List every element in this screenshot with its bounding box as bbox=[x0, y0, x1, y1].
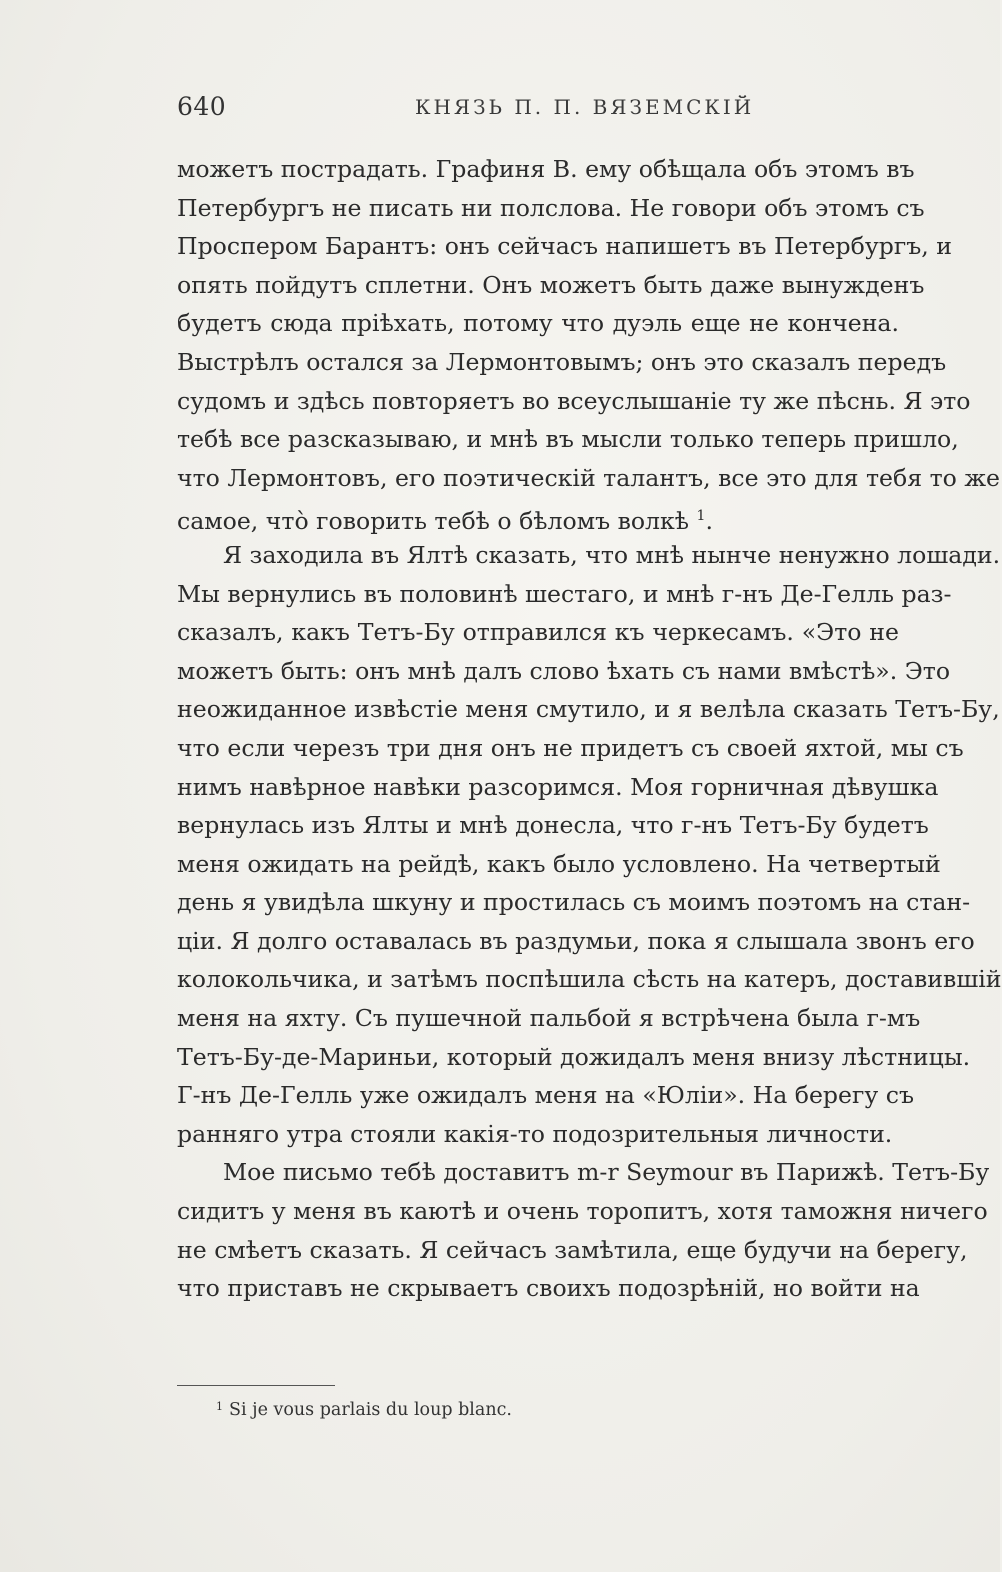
text-line: что Лермонтовъ, его поэтическій талантъ, все это для тебя то же bbox=[177, 463, 1001, 492]
text-line: что если черезъ три дня онъ не придетъ съ своей яхтой, мы съ bbox=[177, 733, 964, 762]
footnote-text: Si je vous parlais du loup blanc. bbox=[229, 1400, 512, 1420]
text-line: что приставъ не скрываетъ своихъ подозрѣній, но войти на bbox=[177, 1274, 920, 1303]
text-line: меня на яхту. Съ пушечной пальбой я встрѣчена была г-мъ bbox=[177, 1004, 921, 1033]
text-line: колокольчика, и затѣмъ поспѣшила сѣсть на катеръ, доставившій bbox=[177, 965, 1002, 994]
text-line: Мы вернулись въ половинѣ шестаго, и мнѣ г-нъ Де-Гелль раз- bbox=[177, 579, 952, 608]
text-fragment: самое, что̀ говорить тебѣ о бѣломъ волкѣ bbox=[177, 507, 690, 536]
sentence-end: . bbox=[705, 507, 713, 536]
paragraph-1 bbox=[177, 150, 1001, 536]
text-line: Мое письмо тебѣ доставитъ m-r Seymour въ Парижѣ. Тетъ-Бу bbox=[223, 1158, 990, 1187]
text-line: меня ожидать на рейдѣ, какъ было условлено. На четвертый bbox=[177, 849, 941, 878]
text-line: Я заходила въ Ялтѣ сказать, что мнѣ нынче ненужно лошади. bbox=[223, 540, 1001, 569]
text-line: не смѣетъ сказать. Я сейчасъ замѣтила, еще будучи на берегу, bbox=[177, 1235, 968, 1264]
paragraph-3 bbox=[177, 1153, 990, 1307]
text-line: Проспером Барантъ: онъ сейчасъ напишетъ въ Петербургъ, и bbox=[177, 232, 952, 261]
footnote-divider bbox=[177, 1385, 335, 1386]
text-line-last bbox=[177, 497, 899, 536]
paragraph-2 bbox=[177, 536, 1002, 1154]
text-line: будетъ сюда пріѣхать, потому что дуэль еще не кончена. bbox=[177, 309, 899, 338]
text-line: можетъ быть: онъ мнѣ далъ слово ѣхать съ нами вмѣстѣ». Это bbox=[177, 656, 951, 685]
running-head: КНЯЗЬ П. П. ВЯЗЕМСКІЙ bbox=[415, 95, 755, 119]
page-number: 640 bbox=[177, 92, 227, 121]
text-line: судомъ и здѣсь повторяетъ во всеуслышаніе ту же пѣснь. Я это bbox=[177, 386, 971, 415]
footnote bbox=[216, 1400, 512, 1420]
text-line: опять пойдутъ сплетни. Онъ можетъ быть даже вынужденъ bbox=[177, 270, 925, 299]
text-line: сидитъ у меня въ каютѣ и очень торопитъ, хотя таможня ничего bbox=[177, 1197, 988, 1226]
page-header bbox=[177, 92, 897, 126]
footnote-reference: 1 bbox=[696, 508, 706, 525]
text-line: Выстрѣлъ остался за Лермонтовымъ; онъ это сказалъ передъ bbox=[177, 347, 947, 376]
text-line: ціи. Я долго оставалась въ раздумьи, пока я слышала звонъ его bbox=[177, 926, 975, 955]
text-line: неожиданное извѣстіе меня смутило, и я велѣла сказать Тетъ-Бу, bbox=[177, 695, 1000, 724]
body-text bbox=[177, 150, 1002, 1308]
text-line: Тетъ-Бу-де-Мариньи, который дожидалъ меня внизу лѣстницы. bbox=[177, 1042, 971, 1071]
text-line: нимъ навѣрное навѣки разсоримся. Моя горничная дѣвушка bbox=[177, 772, 939, 801]
text-line: вернулась изъ Ялты и мнѣ донесла, что г-нъ Тетъ-Бу будетъ bbox=[177, 811, 929, 840]
text-line: день я увидѣла шкуну и простилась съ моимъ поэтомъ на стан- bbox=[177, 888, 971, 917]
text-line: Петербургъ не писать ни полслова. Не говори объ этомъ съ bbox=[177, 193, 925, 222]
text-line: сказалъ, какъ Тетъ-Бу отправился къ черкесамъ. «Это не bbox=[177, 618, 899, 647]
text-line: Г-нъ Де-Гелль уже ожидалъ меня на «Юліи». На берегу съ bbox=[177, 1081, 914, 1110]
text-line-last: ранняго утра стояли какія-то подозрительныя личности. bbox=[177, 1119, 893, 1148]
text-line: тебѣ все разсказываю, и мнѣ въ мысли только теперь пришло, bbox=[177, 425, 959, 454]
footnote-mark: 1 bbox=[216, 1400, 223, 1413]
text-line: можетъ пострадать. Графиня В. ему обѣщала объ этомъ въ bbox=[177, 155, 915, 183]
